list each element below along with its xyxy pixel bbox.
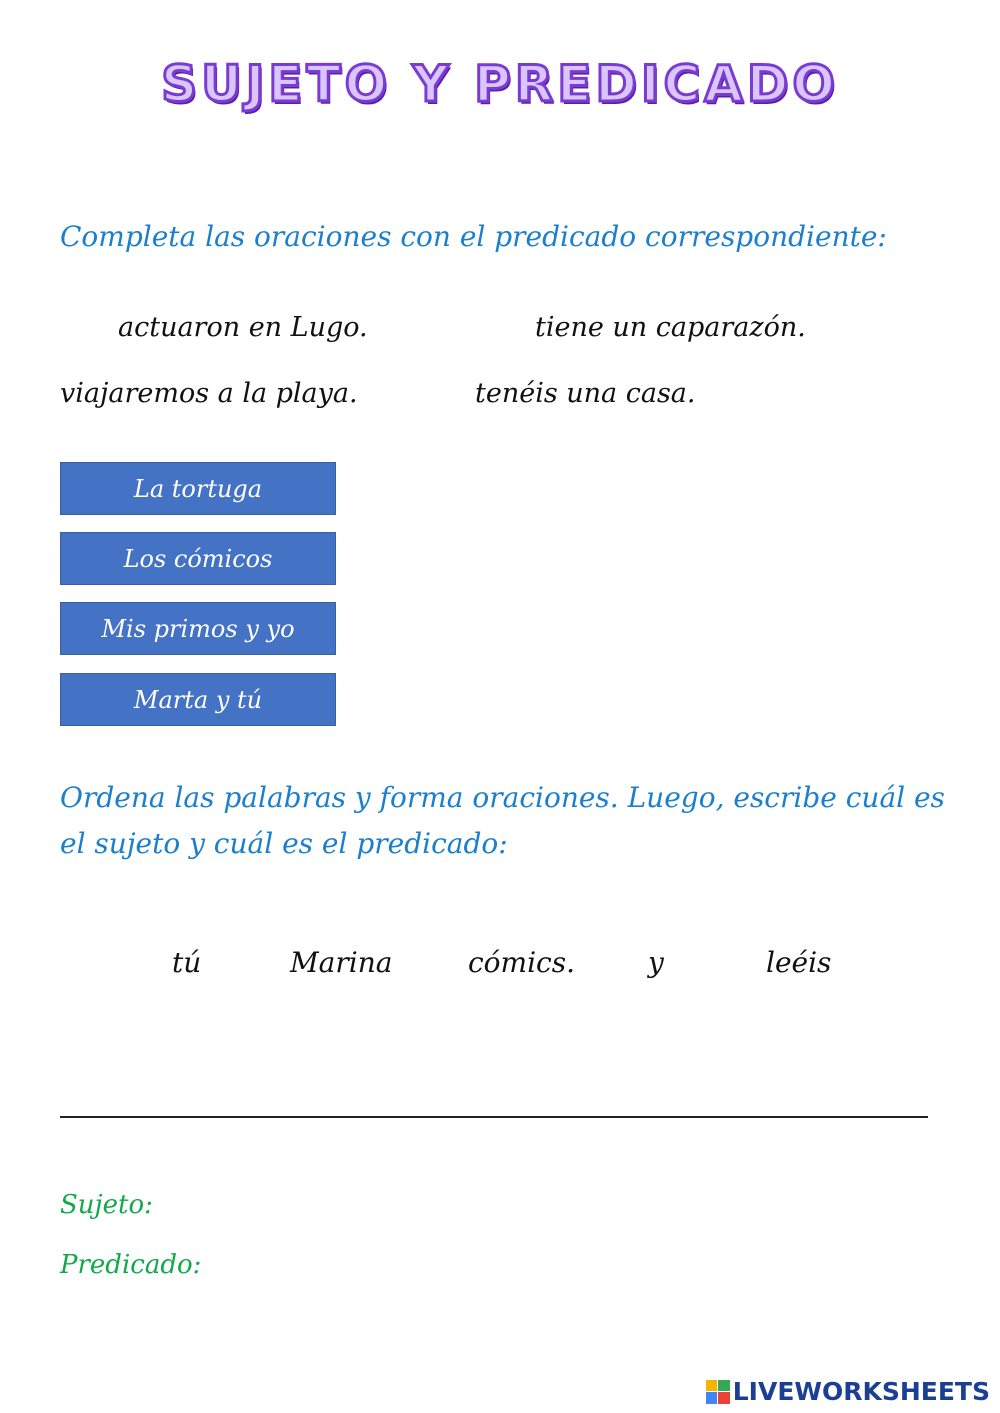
liveworksheets-logo bbox=[706, 1377, 990, 1406]
subject-box[interactable] bbox=[60, 602, 336, 655]
word-tile: tú bbox=[172, 946, 202, 979]
sujeto-input[interactable] bbox=[160, 1188, 760, 1222]
subject-box[interactable] bbox=[60, 673, 336, 726]
predicate-option[interactable]: tiene un caparazón. bbox=[535, 312, 806, 343]
predicado-input[interactable] bbox=[212, 1248, 772, 1282]
predicate-option[interactable]: tenéis una casa. bbox=[475, 378, 696, 409]
predicate-option[interactable]: viajaremos a la playa. bbox=[60, 378, 358, 409]
subject-label: Mis primos y yo bbox=[101, 614, 295, 643]
subject-label: La tortuga bbox=[133, 474, 263, 503]
predicate-option[interactable]: actuaron en Lugo. bbox=[118, 312, 368, 343]
logo-text: LIVEWORKSHEETS bbox=[732, 1377, 990, 1406]
subject-box[interactable] bbox=[60, 532, 336, 585]
word-tile: Marina bbox=[290, 946, 393, 979]
sentence-answer-input[interactable] bbox=[60, 1084, 928, 1118]
page-title: SUJETO Y PREDICADO bbox=[161, 55, 839, 113]
predicado-label: Predicado: bbox=[60, 1250, 202, 1280]
instruction-order: Ordena las palabras y forma oraciones. Luego, escribe cuál es el sujeto y cuál es el predicado: bbox=[60, 781, 945, 860]
instruction-complete: Completa las oraciones con el predicado correspondiente: bbox=[60, 220, 887, 253]
word-tile: leéis bbox=[766, 946, 832, 979]
subject-label: Marta y tú bbox=[133, 685, 263, 714]
subject-box[interactable] bbox=[60, 462, 336, 515]
sujeto-label: Sujeto: bbox=[60, 1190, 153, 1220]
word-tile: cómics. bbox=[468, 946, 575, 979]
logo-badge-icon bbox=[706, 1380, 730, 1404]
subject-label: Los cómicos bbox=[123, 544, 273, 573]
word-tile: y bbox=[648, 946, 664, 979]
